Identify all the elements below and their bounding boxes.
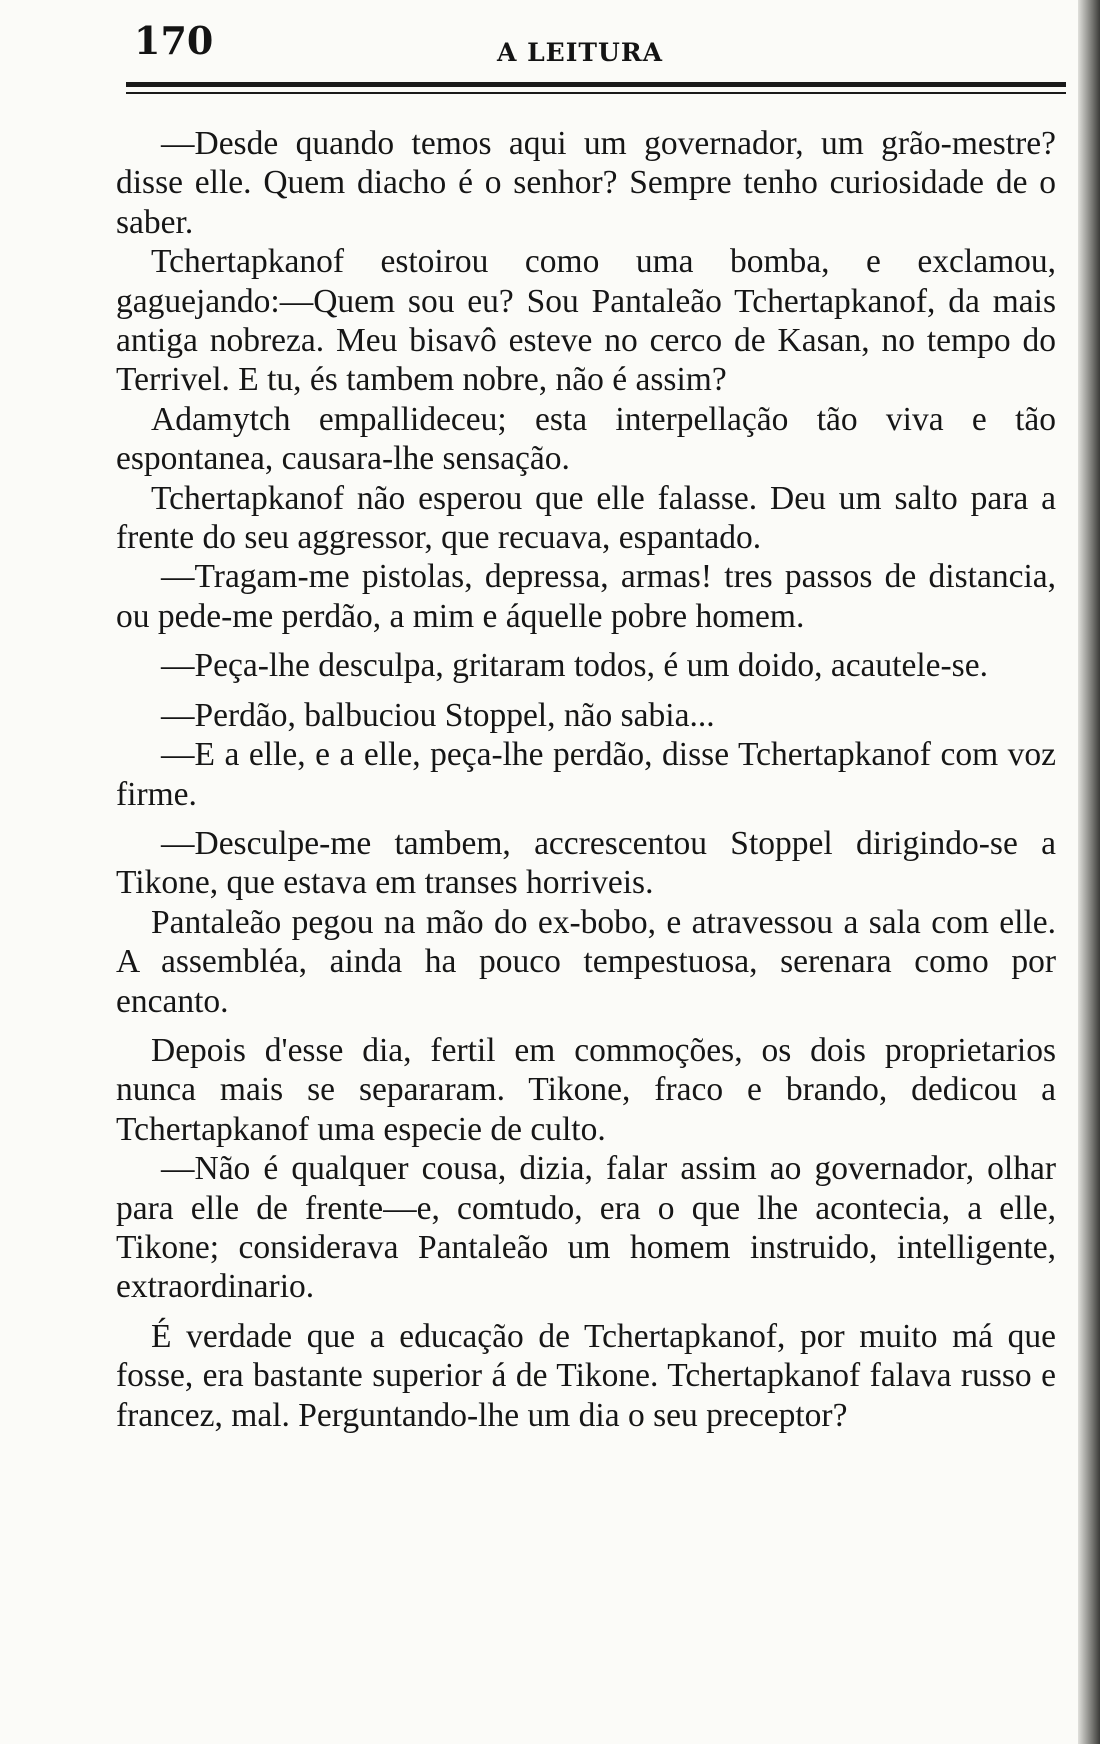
paragraph: —E a elle, e a elle, peça-lhe perdão, disse Tchertapkanof com voz firme. xyxy=(116,736,1056,813)
page-number: 170 xyxy=(134,18,214,63)
paragraph: —Tragam-me pistolas, depressa, armas! tres passos de distancia, ou pede-me perdão, a mim e áquelle pobre homem. xyxy=(116,558,1056,635)
paragraph: Adamytch empallideceu; esta interpellação tão viva e tão espontanea, causara-lhe sensação. xyxy=(116,400,1056,478)
paragraph: —Desde quando temos aqui um governador, um grão-mestre? disse elle. Quem diacho é o senhor? Sempre tenho curiosidade de o saber. xyxy=(116,125,1056,241)
paragraph: —Desculpe-me tambem, accrescentou Stoppel dirigindo-se a Tikone, que estava em transes horriveis. xyxy=(116,824,1056,902)
running-head: A LEITURA xyxy=(496,38,663,67)
paragraph: Depois d'esse dia, fertil em commoções, os dois proprietarios nunca mais se separaram. Tikone, fraco e brando, dedicou a Tchertapkanof uma especie de culto. xyxy=(116,1031,1056,1148)
paragraph: É verdade que a educação de Tchertapkanof, por muito má que fosse, era bastante superior á de Tikone. Tchertapkanof falava russo e francez, mal. Perguntando-lhe um dia o seu preceptor? xyxy=(116,1317,1056,1434)
body-text xyxy=(116,124,1056,1435)
page-edge-shadow xyxy=(1078,0,1100,1744)
paragraph: Tchertapkanof estoirou como uma bomba, e exclamou, gaguejando:—Quem sou eu? Sou Pantaleão Tchertapkanof, da mais antiga nobreza. Meu bisavô esteve no cerco de Kasan, no tempo do Terrivel. E tu, és tambem nobre, não é assim? xyxy=(116,243,1056,399)
paragraph: Tchertapkanof não esperou que elle falasse. Deu um salto para a frente do seu aggressor, que recuava, espantado. xyxy=(116,479,1056,557)
header-rule-thin xyxy=(126,92,1066,94)
header-rule-thick xyxy=(126,82,1066,87)
paragraph: —Não é qualquer cousa, dizia, falar assim ao governador, olhar para elle de frente—e, comtudo, era o que lhe acontecia, a elle, Tikone; considerava Pantaleão um homem instruido, intelligente, extraordinario. xyxy=(116,1150,1056,1306)
paragraph: Pantaleão pegou na mão do ex-bobo, e atravessou a sala com elle. A assembléa, ainda ha pouco tempestuosa, serenara como por encanto. xyxy=(116,903,1056,1020)
paragraph: —Perdão, balbuciou Stoppel, não sabia... xyxy=(161,696,715,734)
paragraph: —Peça-lhe desculpa, gritaram todos, é um doido, acautele-se. xyxy=(161,647,988,685)
